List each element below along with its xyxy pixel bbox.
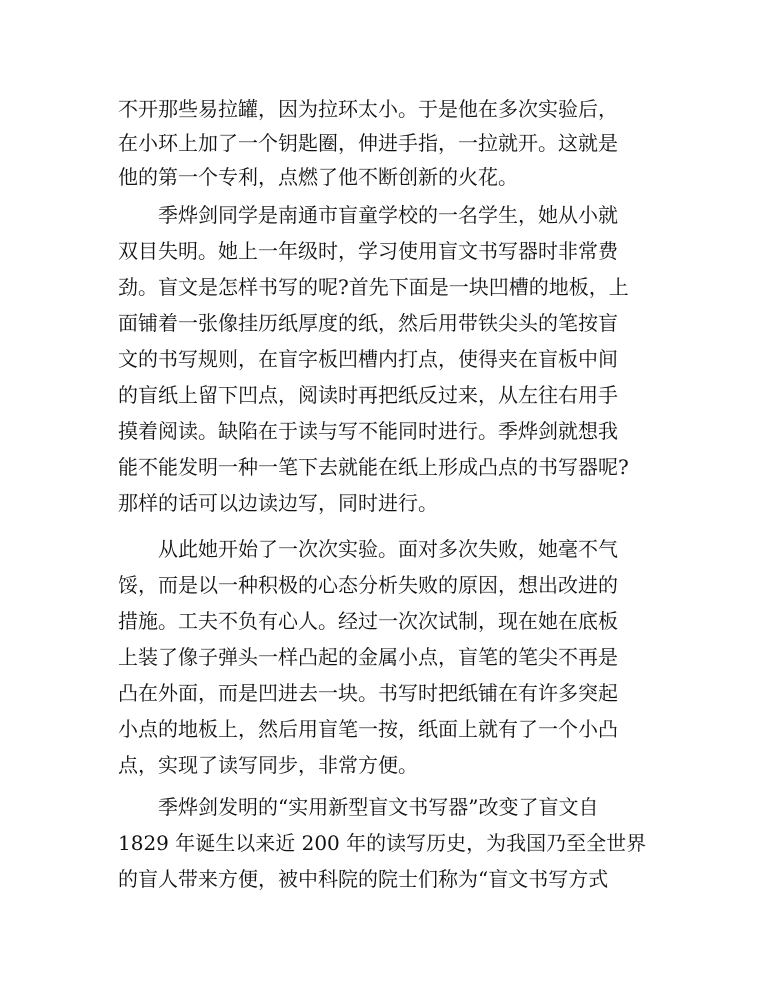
- paragraph-first-line: 季烨剑发明的“实用新型盲文书写器”改变了盲文自: [158, 795, 599, 819]
- text-line: 上装了像子弹头一样凸起的金属小点，盲笔的笔尖不再是: [118, 645, 618, 669]
- text-line: 措施。工夫不负有心人。经过一次次试制，现在她在底板: [118, 609, 618, 633]
- text-line: 1829 年诞生以来近 200 年的读写历史，为我国乃至全世界: [118, 831, 647, 855]
- text-line: 的盲人带来方便，被中科院的院士们称为“盲文书写方式: [118, 867, 609, 891]
- text-line: 能不能发明一种一笔下去就能在纸上形成凸点的书写器呢?: [118, 455, 629, 479]
- paragraph-first-line: 从此她开始了一次次实验。面对多次失败，她毫不气: [158, 537, 618, 561]
- text-line: 他的第一个专利，点燃了他不断创新的火花。: [118, 165, 518, 189]
- text-line: 小点的地板上，然后用盲笔一按，纸面上就有了一个小凸: [118, 717, 618, 741]
- text-line: 双目失明。她上一年级时，学习使用盲文书写器时非常费: [118, 239, 618, 263]
- text-line: 凸在外面，而是凹进去一块。书写时把纸铺在有许多突起: [118, 681, 618, 705]
- text-line: 文的书写规则，在盲字板凹槽内打点，使得夹在盲板中间: [118, 347, 618, 371]
- text-line: 劲。盲文是怎样书写的呢?首先下面是一块凹槽的地板，上: [118, 275, 629, 299]
- text-line: 那样的话可以边读边写，同时进行。: [118, 491, 438, 515]
- text-line: 的盲纸上留下凹点，阅读时再把纸反过来，从左往右用手: [118, 383, 618, 407]
- paragraph-first-line: 季烨剑同学是南通市盲童学校的一名学生，她从小就: [158, 203, 618, 227]
- text-line: 点，实现了读写同步，非常方便。: [118, 753, 418, 777]
- text-line: 面铺着一张像挂历纸厚度的纸，然后用带铁尖头的笔按盲: [118, 311, 618, 335]
- text-line: 摸着阅读。缺陷在于读与写不能同时进行。季烨剑就想我: [118, 419, 618, 443]
- text-line: 馁，而是以一种积极的心态分析失败的原因，想出改进的: [118, 573, 618, 597]
- text-line: 在小环上加了一个钥匙圈，伸进手指，一拉就开。这就是: [118, 131, 618, 155]
- text-line: 不开那些易拉罐，因为拉环太小。于是他在多次实验后，: [118, 97, 618, 121]
